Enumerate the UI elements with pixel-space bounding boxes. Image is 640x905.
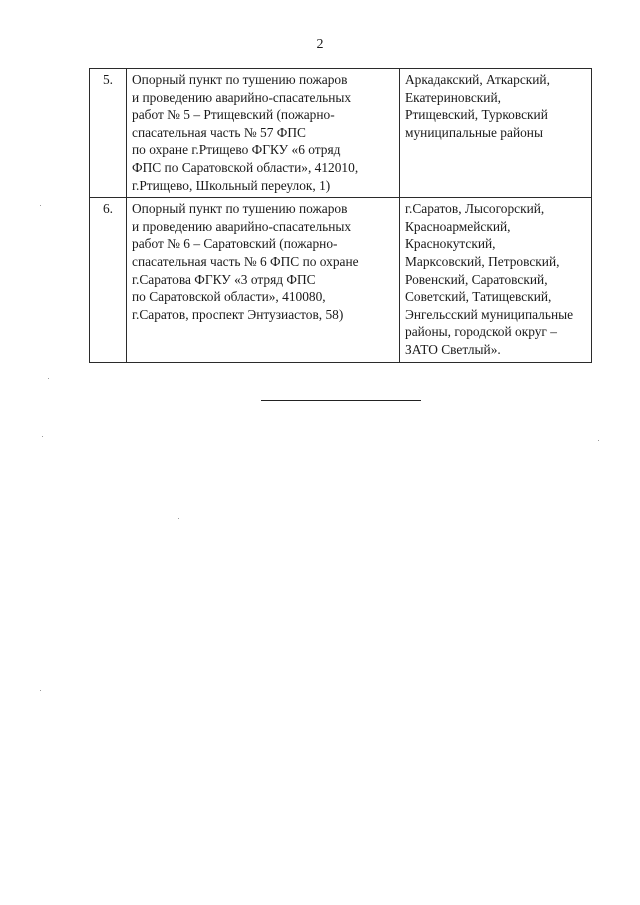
point-description bbox=[127, 69, 400, 198]
description-line: работ № 6 – Саратовский (пожарно- bbox=[132, 236, 338, 252]
point-description bbox=[127, 198, 400, 362]
table-row bbox=[90, 198, 592, 362]
area-line: Красноармейский, bbox=[405, 218, 511, 234]
scan-speck bbox=[48, 378, 49, 379]
area-line: Энгельсский муниципальные bbox=[405, 306, 574, 322]
description-line: работ № 5 – Ртищевский (пожарно- bbox=[132, 107, 335, 123]
area-line: Ртищевский, Турковский bbox=[405, 107, 548, 123]
area-line: Советский, Татищевский, bbox=[405, 289, 552, 305]
description-line: по охране г.Ртищево ФГКУ «6 отряд bbox=[132, 142, 341, 158]
description-line: г.Ртищево, Школьный переулок, 1) bbox=[132, 177, 331, 193]
description-line: ФПС по Саратовской области», 412010, bbox=[132, 159, 359, 175]
area-line: районы, городской округ – bbox=[405, 324, 557, 340]
served-areas bbox=[400, 69, 592, 198]
scan-speck bbox=[40, 205, 41, 206]
description-line: Опорный пункт по тушению пожаров bbox=[132, 72, 348, 87]
scan-speck bbox=[40, 690, 41, 691]
area-line: муниципальные районы bbox=[405, 124, 543, 140]
row-number: 6. bbox=[90, 198, 127, 362]
served-areas bbox=[400, 198, 592, 362]
description-line: г.Саратова ФГКУ «3 отряд ФПС bbox=[132, 271, 316, 287]
end-of-document-rule bbox=[261, 400, 421, 401]
description-line: и проведению аварийно-спасательных bbox=[132, 218, 352, 234]
area-line: Марксовский, Петровский, bbox=[405, 253, 560, 269]
table-row bbox=[90, 69, 592, 198]
page-number: 2 bbox=[316, 37, 324, 52]
description-line: спасательная часть № 57 ФПС bbox=[132, 124, 306, 140]
area-line: Ровенский, Саратовский, bbox=[405, 271, 548, 287]
area-line: Екатериновский, bbox=[405, 89, 501, 105]
area-line: Аркадакский, Аткарский, bbox=[405, 72, 550, 87]
description-line: Опорный пункт по тушению пожаров bbox=[132, 201, 348, 217]
description-line: и проведению аварийно-спасательных bbox=[132, 89, 352, 105]
area-line: Краснокутский, bbox=[405, 236, 496, 252]
description-line: спасательная часть № 6 ФПС по охране bbox=[132, 253, 359, 269]
description-line: по Саратовской области», 410080, bbox=[132, 289, 326, 305]
support-points-table bbox=[89, 68, 592, 363]
area-line: ЗАТО Светлый». bbox=[405, 341, 501, 357]
row-number: 5. bbox=[90, 69, 127, 198]
scan-speck bbox=[178, 518, 179, 519]
scan-speck bbox=[42, 436, 43, 437]
area-line: г.Саратов, Лысогорский, bbox=[405, 201, 545, 217]
description-line: г.Саратов, проспект Энтузиастов, 58) bbox=[132, 306, 344, 322]
scan-speck bbox=[598, 440, 599, 441]
